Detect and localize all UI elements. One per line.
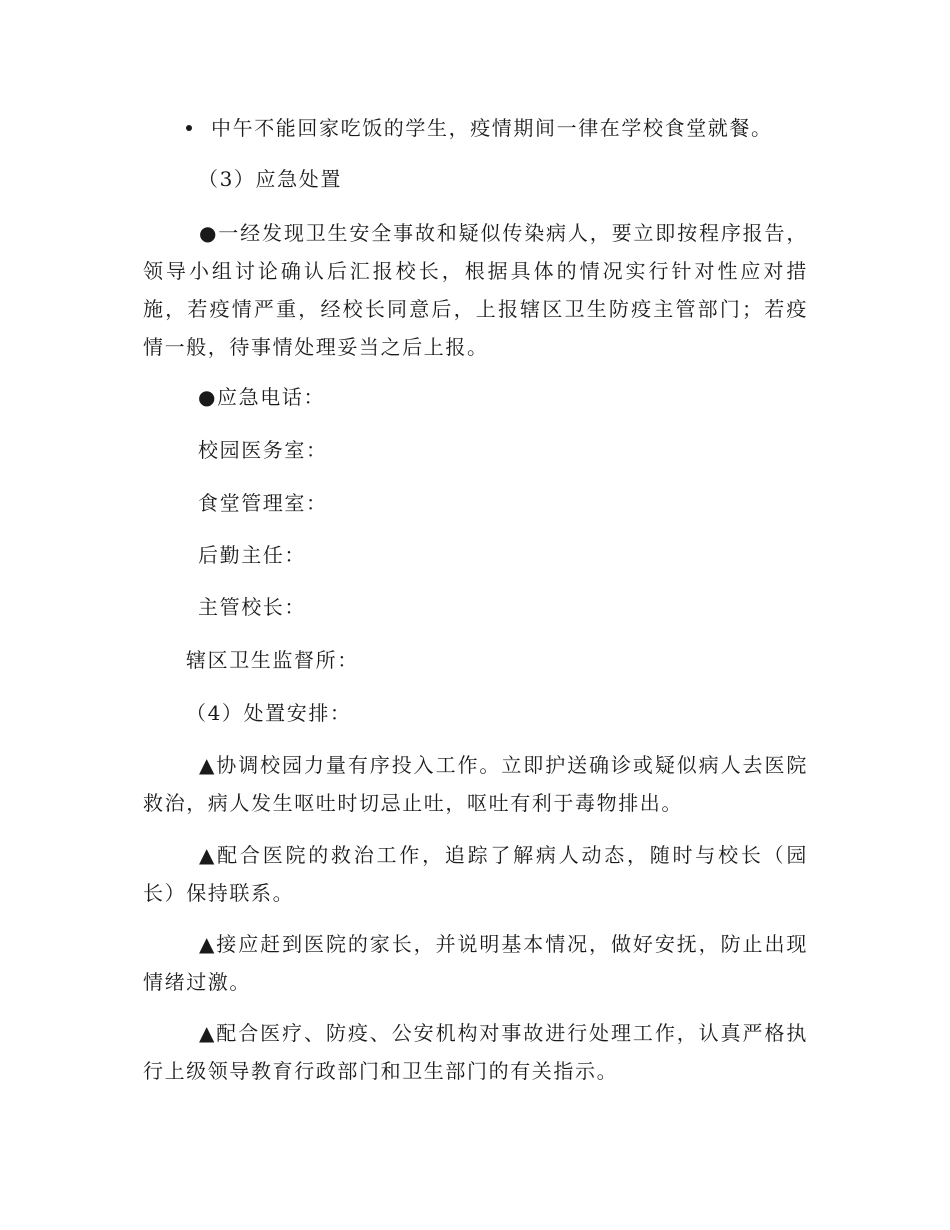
section3-paragraph: ●一经发现卫生安全事故和疑似传染病人，要立即按程序报告，领导小组讨论确认后汇报校长，根据具体的情况实行针对性应对措施，若疫情严重，经校长同意后，上报辖区卫生防疫主管部门；若疫情一般，待事情处理妥当之后上报。 — [143, 221, 808, 359]
section4-item: ▲配合医院的救治工作，追踪了解病人动态，随时与校长（园长）保持联系。 — [143, 843, 808, 905]
emergency-phone-label: ●应急电话： — [198, 385, 326, 409]
contact-clinic: 校园医务室： — [198, 438, 328, 462]
section4-item: ▲配合医疗、防疫、公安机构对事故进行处理工作，认真严格执行上级领导教育行政部门和卫生部门的有关指示。 — [143, 1021, 808, 1083]
bullet-icon — [186, 125, 192, 131]
section4-heading: （4）处置安排： — [186, 701, 352, 725]
bullet-item-text: 中午不能回家吃饭的学生，疫情期间一律在学校食堂就餐。 — [211, 116, 773, 140]
section3-heading: （3）应急处置 — [198, 167, 342, 191]
section4-item: ▲协调校园力量有序投入工作。立即护送确诊或疑似病人去医院救治，病人发生呕吐时切忌止吐，呕吐有利于毒物排出。 — [143, 753, 808, 815]
contact-logistics-director: 后勤主任： — [198, 543, 306, 567]
section4-item: ▲接应赶到医院的家长，并说明基本情况，做好安抚，防止出现情绪过激。 — [143, 932, 808, 994]
contact-district-office: 辖区卫生监督所： — [186, 648, 359, 672]
contact-canteen: 食堂管理室： — [198, 491, 328, 515]
contact-principal: 主管校长： — [198, 595, 306, 619]
